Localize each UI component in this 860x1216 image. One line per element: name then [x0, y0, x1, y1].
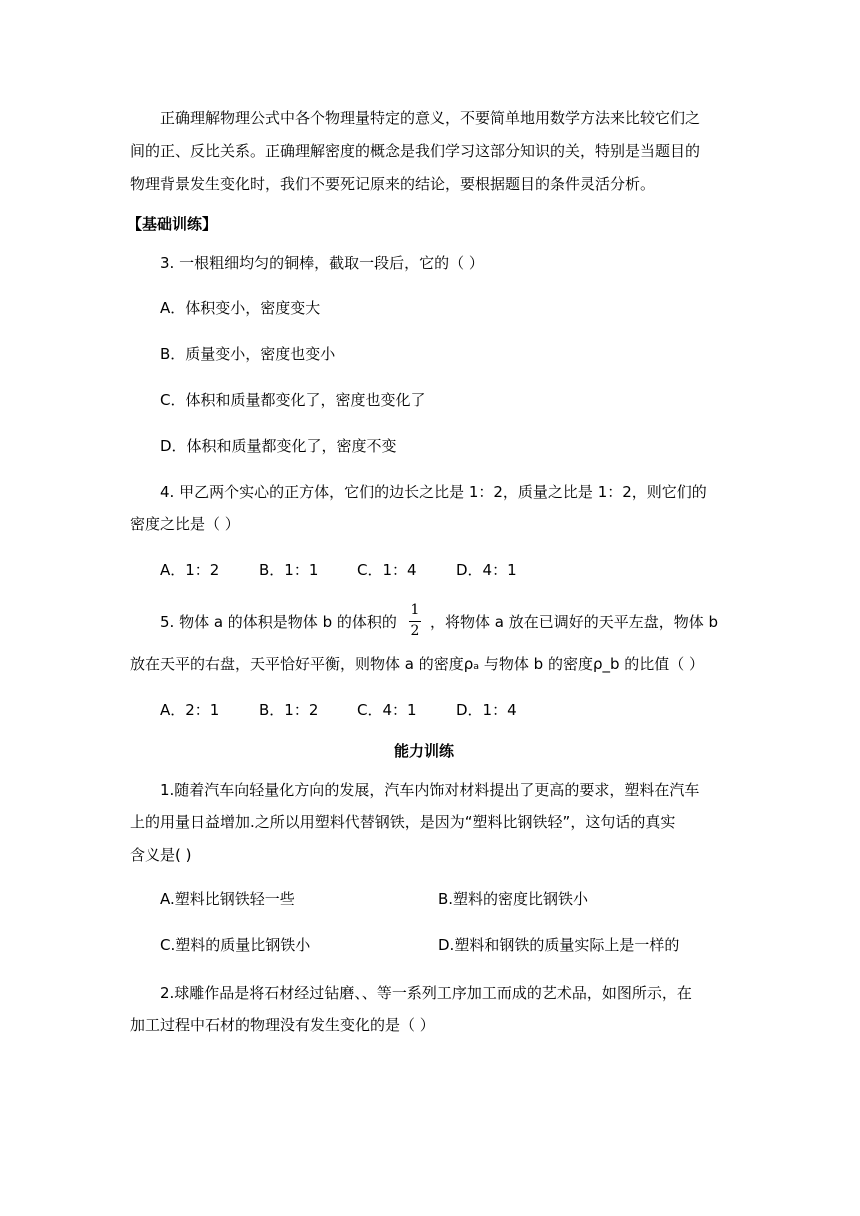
question-3-option-b: B．质量变小，密度也变小 [160, 345, 336, 363]
intro-line-3: 物理背景发生变化时，我们不要死记原来的结论，要根据题目的条件灵活分析。 [130, 175, 656, 193]
question-3-option-a: A．体积变小，密度变大 [160, 299, 321, 317]
question-5-option-b: B．1：2 [259, 701, 319, 719]
question-5-option-d: D．1：4 [456, 701, 517, 719]
intro-line-1: 正确理解物理公式中各个物理量特定的意义，不要简单地用数学方法来比较它们之 [160, 109, 701, 127]
question-4-options [160, 560, 560, 580]
fraction-denominator: 2 [410, 623, 420, 639]
ability-question-1-option-a: A.塑料比钢铁轻一些 [160, 890, 295, 908]
question-4-stem-line-1: 4. 甲乙两个实心的正方体，它们的边长之比是 1：2，质量之比是 1：2，则它们的 [160, 483, 707, 501]
ability-question-1-option-b: B.塑料的密度比钢铁小 [438, 890, 589, 908]
ability-question-2-stem-line-1: 2.球雕作品是将石材经过钻磨、、等一系列工序加工而成的艺术品，如图所示，在 [160, 984, 692, 1002]
question-4-option-a: A．1：2 [160, 561, 220, 579]
ability-question-1-stem-line-3: 含义是( ) [130, 846, 192, 864]
question-3-stem: 3. 一根粗细均匀的铜棒，截取一段后，它的（ ） [160, 254, 484, 272]
fraction-bar [409, 621, 421, 622]
question-4-option-d: D．4：1 [456, 561, 517, 579]
question-5-options [160, 700, 560, 720]
question-5-option-a: A．2：1 [160, 701, 220, 719]
ability-question-1-option-c: C.塑料的质量比钢铁小 [160, 936, 311, 954]
question-3-option-c: C．体积和质量都变化了，密度也变化了 [160, 391, 426, 409]
question-5-stem-line-2: 放在天平的右盘，天平恰好平衡，则物体 a 的密度ρₐ 与物体 b 的密度ρ_b 的比值（ ） [130, 655, 705, 673]
ability-question-1-option-d: D.塑料和钢铁的质量实际上是一样的 [438, 936, 680, 954]
section-heading-ability: 能力训练 [394, 742, 455, 760]
ability-question-1-stem-line-2: 上的用量日益增加.之所以用塑料代替钢铁，是因为“塑料比钢铁轻”，这句话的真实 [130, 813, 676, 831]
question-4-stem-line-2: 密度之比是（ ） [130, 515, 240, 533]
section-heading-basic: 【基础训练】 [127, 215, 218, 233]
question-4-option-b: B．1：1 [259, 561, 319, 579]
ability-question-2-stem-line-2: 加工过程中石材的物理没有发生变化的是（ ） [130, 1016, 435, 1034]
question-3-option-d: D．体积和质量都变化了，密度不变 [160, 437, 397, 455]
question-5-option-c: C．4：1 [357, 701, 417, 719]
ability-question-1-stem-line-1: 1.随着汽车向轻量化方向的发展，汽车内饰对材料提出了更高的要求，塑料在汽车 [160, 781, 700, 799]
question-4-option-c: C．1：4 [357, 561, 417, 579]
question-5-stem-line-1a: 5. 物体 a 的体积是物体 b 的体积的 [160, 613, 397, 631]
intro-line-2: 间的正、反比关系。正确理解密度的概念是我们学习这部分知识的关，特别是当题目的 [130, 142, 701, 160]
question-5-stem-line-1b: ，将物体 a 放在已调好的天平左盘，物体 b [430, 613, 719, 631]
fraction-numerator: 1 [410, 602, 420, 618]
